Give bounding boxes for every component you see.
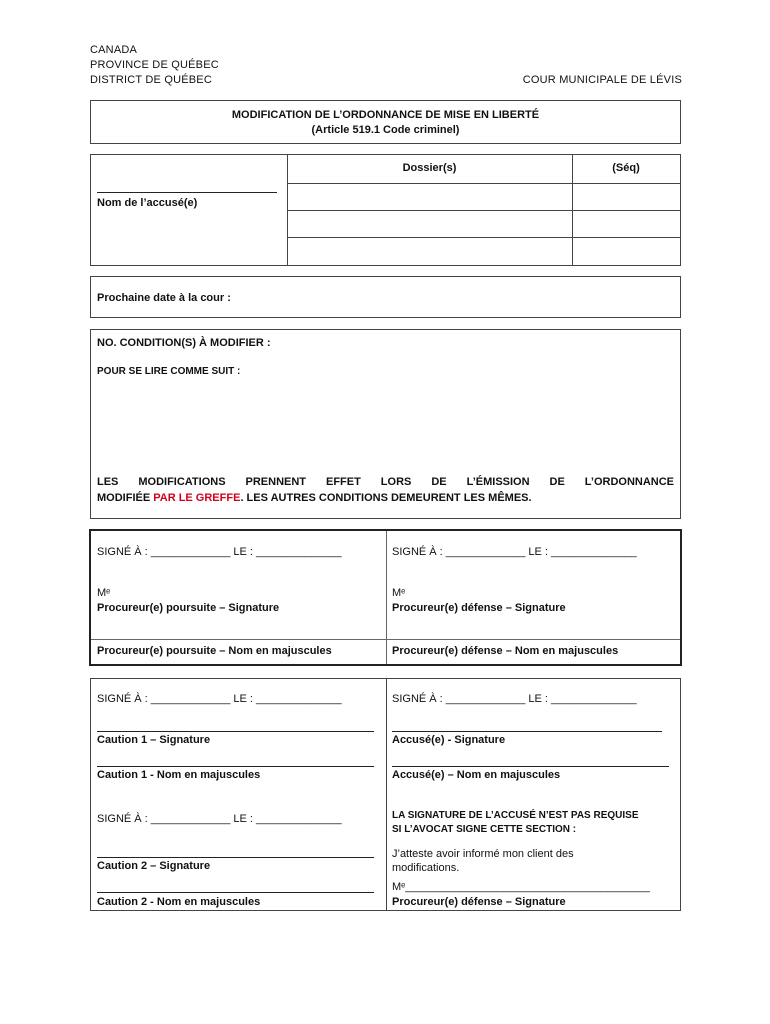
attest-line-1: J’atteste avoir informé mon client des [392,848,574,860]
accused-name-line-2[interactable] [392,766,669,767]
country-label: CANADA [90,44,138,56]
caution1-name-line[interactable] [97,766,374,767]
form-title: MODIFICATION DE L’ORDONNANCE DE MISE EN LIBERTÉ [231,109,540,121]
conditions-box [90,329,681,519]
dossier-header: Dossier(s) [402,162,457,174]
prosecutor-me[interactable]: Mᵉ [97,587,111,599]
seq-cell-1[interactable] [573,184,679,210]
prosecutor-signature-label: Procureur(e) poursuite – Signature [97,602,280,614]
caution2-signature-line[interactable] [97,857,374,858]
attest-line-2: modifications. [392,862,460,874]
seq-cell-3[interactable] [573,238,679,265]
caution2-name-label: Caution 2 - Nom en majuscules [97,896,261,908]
conditions-modify-label: NO. CONDITION(S) À MODIFIER : [97,337,271,349]
accused-box [90,154,681,266]
prosecutor-name-label: Procureur(e) poursuite – Nom en majuscules [97,645,332,657]
effect-line-2-start: MODIFIÉE [97,492,154,504]
accused-name-label: Nom de l’accusé(e) [97,197,198,209]
province-label: PROVINCE DE QUÉBEC [90,59,219,71]
attorney-signed-right[interactable]: SIGNÉ À : _____________ LE : ______________ [392,546,637,558]
caution2-name-line[interactable] [97,892,374,893]
defense-signature-label: Procureur(e) défense – Signature [392,602,566,614]
seq-header: (Séq) [612,162,640,174]
notice-line-2: SI L’AVOCAT SIGNE CETTE SECTION : [392,824,577,835]
defense-name-label: Procureur(e) défense – Nom en majuscules [392,645,619,657]
district-label: DISTRICT DE QUÉBEC [90,74,212,86]
attorneys-box [89,529,682,666]
accused-name-line[interactable] [97,192,277,193]
next-date-box[interactable] [90,276,681,318]
defense-signature-label-2: Procureur(e) défense – Signature [392,896,566,908]
dossier-cell-2[interactable] [288,211,571,237]
form-subtitle: (Article 519.1 Code criminel) [311,124,460,136]
conditions-text-area[interactable] [97,382,674,467]
caution2-signature-label: Caution 2 – Signature [97,860,211,872]
caution1-signed[interactable]: SIGNÉ À : _____________ LE : ______________ [97,693,342,705]
effect-line-1: LES MODIFICATIONS PRENNENT EFFET LORS DE L’ÉMISSION DE L’ORDONNANCE [97,476,674,488]
accused-name-label-2: Accusé(e) – Nom en majuscules [392,769,561,781]
caution1-name-label: Caution 1 - Nom en majuscules [97,769,261,781]
caution1-signature-label: Caution 1 – Signature [97,734,211,746]
attorney-signed-left[interactable]: SIGNÉ À : _____________ LE : ______________ [97,546,342,558]
caution1-signature-line[interactable] [97,731,374,732]
court-label: COUR MUNICIPALE DE LÉVIS [522,74,682,86]
title-box [90,100,681,144]
next-date-label: Prochaine date à la cour : [97,292,231,304]
defense-me[interactable]: Mᵉ [392,587,406,599]
conditions-read-label: POUR SE LIRE COMME SUIT : [97,366,241,377]
dossier-cell-1[interactable] [288,184,571,210]
accused-signed[interactable]: SIGNÉ À : _____________ LE : ______________ [392,693,637,705]
accused-signature-label: Accusé(e) - Signature [392,734,506,746]
accused-signature-line[interactable] [392,731,662,732]
seq-cell-2[interactable] [573,211,679,237]
effect-line-2 [97,492,532,504]
caution2-signed[interactable]: SIGNÉ À : _____________ LE : ______________ [97,813,342,825]
notice-line-1: LA SIGNATURE DE L’ACCUSÉ N’EST PAS REQUISE [392,810,639,821]
defense-me-line[interactable]: Mᵉ________________________________________ [392,881,650,893]
effect-line-2-red: PAR LE GREFFE [153,492,241,504]
sureties-box [90,678,681,911]
effect-line-2-end: . LES AUTRES CONDITIONS DEMEURENT LES MÊMES. [240,492,532,504]
dossier-cell-3[interactable] [288,238,571,265]
